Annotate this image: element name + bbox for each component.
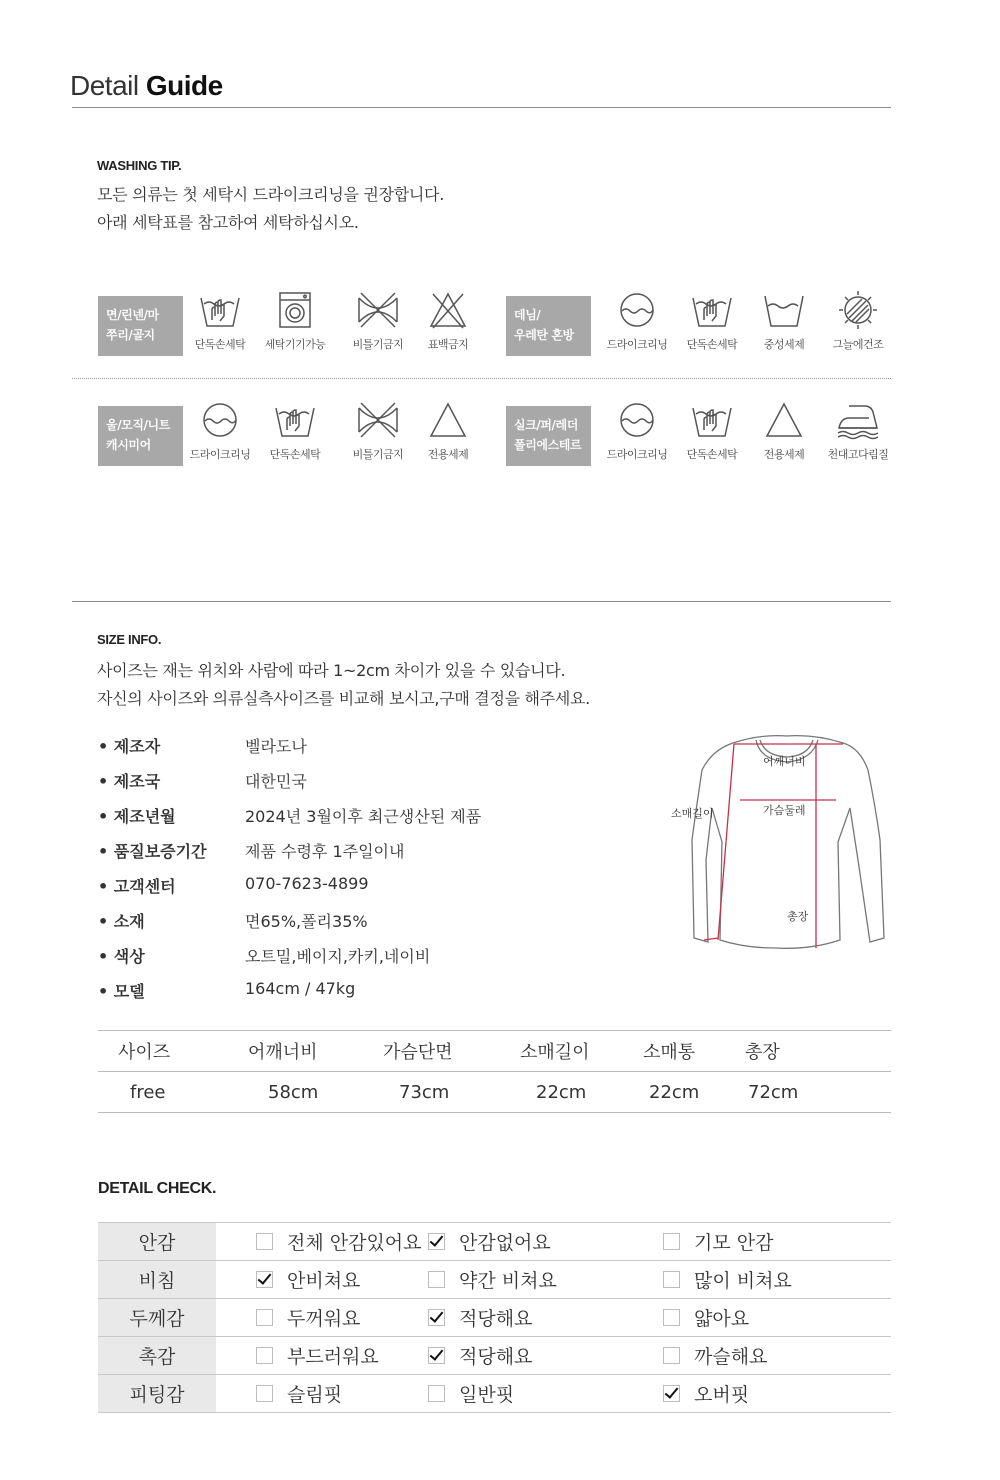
detail-row-header: 안감 bbox=[98, 1223, 216, 1261]
info-key: • 제조국 bbox=[98, 772, 161, 791]
info-value: 벨라도나 bbox=[245, 737, 307, 756]
size-cell: 22cm bbox=[643, 1072, 745, 1113]
detail-option bbox=[428, 1228, 663, 1255]
option-label: 적당해요 bbox=[459, 1346, 533, 1368]
detail-option bbox=[663, 1380, 891, 1407]
wash-category-line: 쭈리/골지 bbox=[106, 328, 155, 342]
no-wring-icon bbox=[355, 400, 401, 440]
hand-wash-icon bbox=[272, 400, 318, 440]
wash-item-label: 세탁기기가능 bbox=[264, 338, 326, 351]
wash-item bbox=[185, 290, 255, 352]
size-cell: 22cm bbox=[520, 1072, 643, 1113]
wash-item bbox=[749, 290, 819, 352]
wash-item-label: 전용세제 bbox=[427, 448, 469, 461]
washing-tip-line-1: 모든 의류는 첫 세탁시 드라이크리닝을 권장합니다. bbox=[97, 185, 444, 204]
wash-item-label: 비틀기금지 bbox=[352, 448, 404, 461]
detail-row-header: 비침 bbox=[98, 1261, 216, 1299]
checkbox-checked-icon bbox=[663, 1385, 680, 1402]
info-value: 164cm / 47kg bbox=[245, 979, 356, 998]
detail-option bbox=[663, 1228, 891, 1255]
detail-row-header: 두께감 bbox=[98, 1299, 216, 1337]
info-key: • 제조년월 bbox=[98, 807, 176, 826]
checkbox-checked-icon bbox=[428, 1347, 445, 1364]
wash-category-line: 실크/퍼/레더 bbox=[514, 418, 578, 432]
dry-clean-icon bbox=[197, 400, 243, 440]
section-divider bbox=[72, 601, 891, 602]
washing-tip-label: WASHING TIP. bbox=[97, 158, 182, 173]
checkbox-icon bbox=[428, 1271, 445, 1288]
info-key: • 품질보증기간 bbox=[98, 842, 207, 861]
option-label: 두꺼워요 bbox=[287, 1308, 361, 1330]
detail-row-header: 피팅감 bbox=[98, 1375, 216, 1413]
option-label: 적당해요 bbox=[459, 1308, 533, 1330]
detail-option bbox=[256, 1304, 428, 1331]
header-divider bbox=[72, 107, 891, 108]
option-label: 슬림핏 bbox=[287, 1384, 343, 1406]
page-title-light: Detail bbox=[70, 70, 139, 101]
wash-item-label: 단독손세탁 bbox=[269, 448, 321, 461]
wash-item bbox=[413, 400, 483, 462]
detail-row bbox=[98, 1261, 891, 1299]
detail-option bbox=[428, 1342, 663, 1369]
wash-item bbox=[602, 290, 672, 352]
washing-machine-icon bbox=[272, 290, 318, 330]
option-label: 전체 안감있어요 bbox=[287, 1232, 422, 1254]
detail-option bbox=[663, 1266, 891, 1293]
detail-row bbox=[98, 1375, 891, 1413]
checkbox-icon bbox=[663, 1233, 680, 1250]
measure-lines bbox=[704, 744, 843, 948]
sleeve-label: 소매길이 bbox=[671, 807, 714, 820]
size-cell: free bbox=[98, 1072, 248, 1113]
option-label: 안감없어요 bbox=[459, 1232, 551, 1254]
info-key: • 제조자 bbox=[98, 737, 161, 756]
size-info-label: SIZE INFO. bbox=[97, 632, 162, 647]
checkbox-icon bbox=[428, 1385, 445, 1402]
info-key: • 고객센터 bbox=[98, 877, 176, 896]
washing-tip-text bbox=[97, 181, 444, 237]
wash-item bbox=[343, 290, 413, 352]
length-label: 총장 bbox=[787, 910, 809, 923]
wash-category-line: 울/모직/니트 bbox=[106, 418, 170, 432]
info-key: • 색상 bbox=[98, 947, 145, 966]
checkbox-icon bbox=[256, 1385, 273, 1402]
checkbox-icon bbox=[663, 1347, 680, 1364]
iron-cloth-icon bbox=[835, 400, 881, 440]
size-info-line-2: 자신의 사이즈와 의류실측사이즈를 비교해 보시고,구매 결정을 해주세요. bbox=[97, 689, 590, 708]
wash-item bbox=[602, 400, 672, 462]
wash-item-label: 단독손세탁 bbox=[194, 338, 246, 351]
size-header-cell: 소매통 bbox=[643, 1031, 745, 1072]
option-label: 일반핏 bbox=[459, 1384, 515, 1406]
wash-category-cotton bbox=[98, 296, 183, 356]
option-label: 얇아요 bbox=[694, 1308, 750, 1330]
wash-category-wool bbox=[98, 406, 183, 466]
size-header-cell: 가슴단면 bbox=[383, 1031, 520, 1072]
checkbox-icon bbox=[663, 1309, 680, 1326]
detail-option bbox=[256, 1342, 428, 1369]
shoulder-label: 어깨너비 bbox=[763, 755, 806, 768]
size-cell: 72cm bbox=[745, 1072, 891, 1113]
option-label: 많이 비쳐요 bbox=[694, 1270, 792, 1292]
size-cell: 73cm bbox=[383, 1072, 520, 1113]
size-table bbox=[98, 1030, 891, 1113]
wash-item-label: 중성세제 bbox=[763, 338, 805, 351]
option-label: 오버핏 bbox=[694, 1384, 750, 1406]
checkbox-icon bbox=[663, 1271, 680, 1288]
option-label: 약간 비쳐요 bbox=[459, 1270, 557, 1292]
checkbox-checked-icon bbox=[256, 1271, 273, 1288]
wash-item bbox=[677, 290, 747, 352]
wash-category-line: 폴리에스테르 bbox=[514, 438, 582, 452]
wash-item-label: 드라이크리닝 bbox=[189, 448, 251, 461]
no-bleach-icon bbox=[425, 290, 471, 330]
wash-category-denim bbox=[506, 296, 591, 356]
detail-check-label: DETAIL CHECK. bbox=[98, 1180, 217, 1197]
neutral-wash-icon bbox=[761, 290, 807, 330]
wash-item-label: 드라이크리닝 bbox=[606, 338, 668, 351]
detail-check-table bbox=[98, 1222, 891, 1413]
size-cell: 58cm bbox=[248, 1072, 383, 1113]
wash-item-label: 단독손세탁 bbox=[686, 448, 738, 461]
wash-item bbox=[413, 290, 483, 352]
detail-option bbox=[663, 1304, 891, 1331]
wash-item bbox=[260, 400, 330, 462]
wash-item-label: 표백금지 bbox=[427, 338, 469, 351]
wash-item-label: 전용세제 bbox=[763, 448, 805, 461]
shade-dry-icon bbox=[835, 290, 881, 330]
wash-category-line: 면/린넨/마 bbox=[106, 308, 159, 322]
size-header-cell: 총장 bbox=[745, 1031, 891, 1072]
page-title bbox=[70, 70, 223, 102]
dry-clean-icon bbox=[614, 400, 660, 440]
detail-row-header: 촉감 bbox=[98, 1337, 216, 1375]
option-label: 까슬해요 bbox=[694, 1346, 768, 1368]
wash-item bbox=[749, 400, 819, 462]
info-value: 2024년 3월이후 최근생산된 제품 bbox=[245, 807, 482, 826]
detail-option bbox=[428, 1380, 663, 1407]
garment-size-diagram bbox=[660, 730, 890, 960]
wash-item-label: 천대고다림질 bbox=[827, 448, 889, 461]
option-label: 부드러워요 bbox=[287, 1346, 379, 1368]
detail-option bbox=[428, 1266, 663, 1293]
hand-wash-icon bbox=[197, 290, 243, 330]
wash-category-line: 데님/ bbox=[514, 308, 541, 322]
wash-category-line: 캐시미어 bbox=[106, 438, 151, 452]
detail-row bbox=[98, 1337, 891, 1375]
special-detergent-icon bbox=[425, 400, 471, 440]
detail-option bbox=[428, 1304, 663, 1331]
info-value: 면65%,폴리35% bbox=[245, 912, 368, 931]
dry-clean-icon bbox=[614, 290, 660, 330]
detail-option bbox=[256, 1266, 428, 1293]
wash-item-label: 비틀기금지 bbox=[352, 338, 404, 351]
special-detergent-icon bbox=[761, 400, 807, 440]
checkbox-checked-icon bbox=[428, 1309, 445, 1326]
page-title-bold: Guide bbox=[145, 70, 223, 101]
detail-row bbox=[98, 1299, 891, 1337]
info-key: • 소재 bbox=[98, 912, 145, 931]
wash-item bbox=[823, 400, 893, 462]
wash-divider bbox=[72, 378, 891, 379]
size-table-row bbox=[98, 1072, 891, 1113]
washing-tip-line-2: 아래 세탁표를 참고하여 세탁하십시오. bbox=[97, 213, 359, 232]
wash-item bbox=[260, 290, 330, 352]
wash-item-label: 단독손세탁 bbox=[686, 338, 738, 351]
info-value: 대한민국 bbox=[245, 772, 307, 791]
wash-category-line: 우레탄 혼방 bbox=[514, 328, 574, 342]
checkbox-checked-icon bbox=[428, 1233, 445, 1250]
no-wring-icon bbox=[355, 290, 401, 330]
hand-wash-icon bbox=[689, 400, 735, 440]
size-header-cell: 소매길이 bbox=[520, 1031, 643, 1072]
checkbox-icon bbox=[256, 1347, 273, 1364]
wash-item bbox=[343, 400, 413, 462]
wash-item-label: 드라이크리닝 bbox=[606, 448, 668, 461]
wash-item-label: 그늘에건조 bbox=[832, 338, 884, 351]
detail-option bbox=[663, 1342, 891, 1369]
size-header-cell: 어깨너비 bbox=[248, 1031, 383, 1072]
detail-row bbox=[98, 1223, 891, 1261]
detail-option bbox=[256, 1380, 428, 1407]
wash-category-silk bbox=[506, 406, 591, 466]
detail-option bbox=[256, 1228, 428, 1255]
wash-item bbox=[823, 290, 893, 352]
info-value: 070-7623-4899 bbox=[245, 874, 369, 893]
hand-wash-icon bbox=[689, 290, 735, 330]
size-header-cell: 사이즈 bbox=[98, 1031, 248, 1072]
size-info-text bbox=[97, 657, 590, 713]
chest-label: 가슴둘레 bbox=[763, 804, 806, 817]
info-key: • 모델 bbox=[98, 982, 145, 1001]
info-value: 오트밀,베이지,카키,네이비 bbox=[245, 947, 431, 966]
size-info-line-1: 사이즈는 재는 위치와 사람에 따라 1~2cm 차이가 있을 수 있습니다. bbox=[97, 661, 566, 680]
option-label: 안비쳐요 bbox=[287, 1270, 361, 1292]
wash-item bbox=[677, 400, 747, 462]
checkbox-icon bbox=[256, 1233, 273, 1250]
size-table-header bbox=[98, 1031, 891, 1072]
checkbox-icon bbox=[256, 1309, 273, 1326]
wash-item bbox=[185, 400, 255, 462]
info-value: 제품 수령후 1주일이내 bbox=[245, 842, 405, 861]
option-label: 기모 안감 bbox=[694, 1232, 774, 1254]
